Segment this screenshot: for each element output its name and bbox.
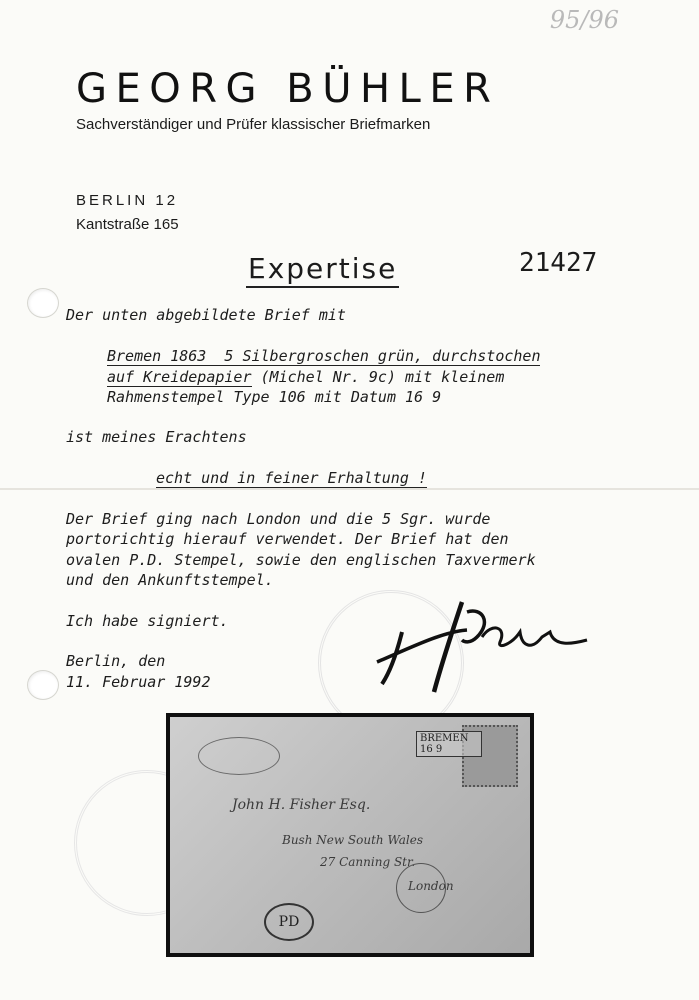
address-line-3: 27 Canning Str. <box>320 855 416 869</box>
fold-line <box>0 488 699 490</box>
document-title: Expertise <box>246 252 399 288</box>
place-line: Berlin, den <box>66 652 166 670</box>
description-line-3: ovalen P.D. Stempel, sowie den englischen Taxvermerk <box>66 551 536 569</box>
pencil-note: 95/96 <box>549 6 619 34</box>
signed-line: Ich habe signiert. <box>66 612 229 630</box>
expert-subtitle: Sachverständiger und Prüfer klassischer Briefmarken <box>76 116 431 133</box>
item-line-3: Rahmenstempel Type 106 mit Datum 16 9 <box>107 388 442 406</box>
certificate-number: 21427 <box>519 248 598 278</box>
frame-cancel-city: BREMEN <box>420 733 469 744</box>
address-line-2: Bush New South Wales <box>282 833 424 847</box>
signature <box>372 592 592 702</box>
address-line-1: John H. Fisher Esq. <box>232 797 371 813</box>
description-line-1: Der Brief ging nach London und die 5 Sgr. wurde <box>66 510 491 528</box>
frame-cancel <box>416 731 482 757</box>
sender-oval-stamp <box>198 737 280 775</box>
verdict-text: echt und in feiner Erhaltung ! <box>156 469 427 487</box>
arrival-cancel <box>396 863 446 913</box>
item-line-1-text: Bremen 1863 5 Silbergroschen grün, durchstochen <box>107 347 541 365</box>
description-line-2: portorichtig hierauf verwendet. Der Brief hat den <box>66 530 509 548</box>
verdict-line <box>156 469 427 487</box>
expert-name: GEORG BÜHLER <box>76 66 500 112</box>
description-line-4: und den Ankunftstempel. <box>66 571 274 589</box>
date-line: 11. Februar 1992 <box>66 673 211 691</box>
punch-hole-top <box>27 288 59 318</box>
intro-line: Der unten abgebildete Brief mit <box>66 306 346 324</box>
punch-hole-bottom <box>27 670 59 700</box>
address-city: BERLIN 12 <box>76 192 179 209</box>
envelope <box>170 717 530 953</box>
pd-oval-stamp: PD <box>264 903 314 941</box>
cover-photo <box>166 713 534 957</box>
item-line-1 <box>107 347 540 365</box>
frame-cancel-date: 16 9 <box>420 744 443 755</box>
item-line-2 <box>107 368 504 386</box>
address-street: Kantstraße 165 <box>76 216 179 233</box>
opinion-line: ist meines Erachtens <box>66 428 247 446</box>
item-line-2-rest: (Michel Nr. 9c) mit kleinem <box>251 368 505 386</box>
item-line-2-underlined: auf Kreidepapier <box>107 368 252 386</box>
address-line-4: London <box>408 879 454 893</box>
